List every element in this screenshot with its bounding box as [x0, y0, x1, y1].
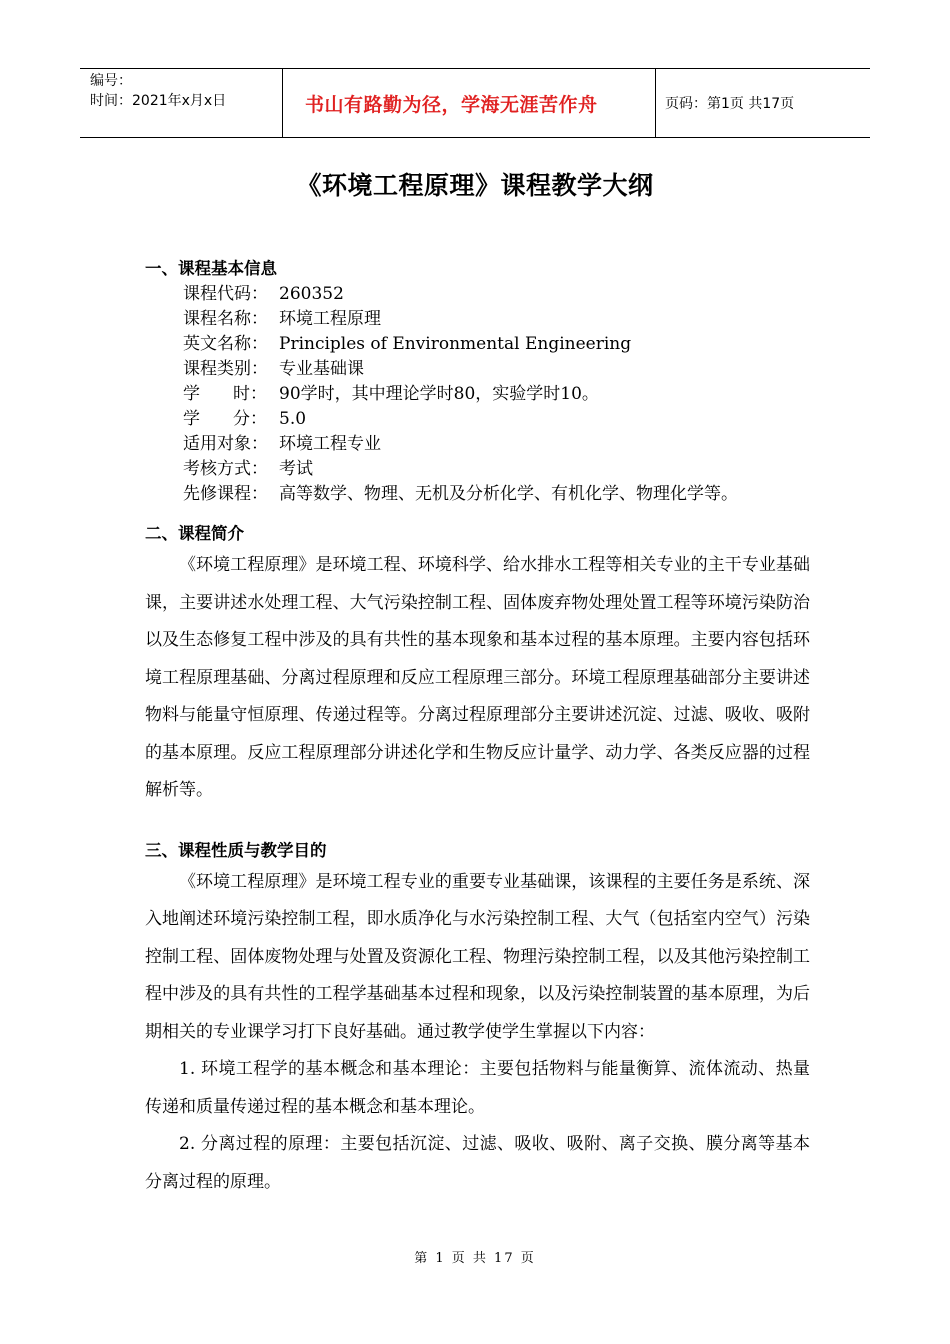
info-row — [183, 332, 810, 357]
section-heading: 一、课程基本信息 — [145, 259, 277, 278]
info-key: 学 时： — [183, 384, 267, 404]
serial-label: 编号： — [90, 73, 132, 89]
page-footer: 第 1 页 共 17 页 — [414, 1251, 536, 1266]
header-meta — [80, 69, 282, 137]
info-key: 先修课程： — [183, 484, 268, 504]
document-title: 《环境工程原理》课程教学大纲 — [296, 171, 654, 200]
info-value: 5.0 — [279, 409, 307, 429]
info-row — [183, 382, 810, 407]
info-row — [183, 432, 810, 457]
info-key: 课程名称： — [183, 309, 268, 329]
info-value: 专业基础课 — [279, 359, 364, 379]
info-key: 适用对象： — [183, 434, 268, 454]
info-key: 英文名称： — [183, 334, 268, 354]
section-heading: 二、课程简介 — [145, 524, 244, 543]
info-row — [183, 282, 810, 307]
page-label: 页码：第1页 共17页 — [665, 96, 795, 112]
info-value: 90学时，其中理论学时80，实验学时10。 — [279, 384, 599, 404]
body-paragraph: 1. 环境工程学的基本概念和基本理论：主要包括物料与能量衡算、流体流动、热量传递和质量传递过程的基本概念和基本理论。 — [145, 1059, 810, 1117]
info-value: 260352 — [279, 284, 344, 304]
info-row — [183, 482, 810, 507]
info-value: Principles of Environmental Engineering — [279, 334, 632, 354]
body-paragraph: 《环境工程原理》是环境工程、环境科学、给水排水工程等相关专业的主干专业基础课，主要讲述水处理工程、大气污染控制工程、固体废弃物处理处置工程等环境污染防治以及生态修复工程中涉及的具有共性的基本现象和基本过程的基本原理。主要内容包括环境工程原理基础、分离过程原理和反应工程原理三部分。环境工程原理基础部分主要讲述物料与能量守恒原理、传递过程等。分离过程原理部分主要讲述沉淀、过滤、吸收、吸附的基本原理。反应工程原理部分讲述化学和生物反应计量学、动力学、各类反应器的过程解析等。 — [145, 555, 810, 800]
time-label: 时间：2021年x月x日 — [90, 93, 227, 109]
info-value: 环境工程原理 — [279, 309, 381, 329]
body-paragraph: 《环境工程原理》是环境工程专业的重要专业基础课，该课程的主要任务是系统、深入地阐述环境污染控制工程，即水质净化与水污染控制工程、大气（包括室内空气）污染控制工程、固体废物处理与处置及资源化工程、物理污染控制工程，以及其他污染控制工程中涉及的具有共性的工程学基础基本过程和现象，以及污染控制装置的基本原理，为后期相关的专业课学习打下良好基础。通过教学使学生掌握以下内容： — [145, 871, 810, 1042]
header-motto-cell — [282, 69, 656, 137]
info-key: 课程类别： — [183, 359, 268, 379]
info-value: 环境工程专业 — [279, 434, 381, 454]
info-row — [183, 307, 810, 332]
document-body — [145, 256, 810, 1201]
info-value: 高等数学、物理、无机及分析化学、有机化学、物理化学等。 — [279, 484, 738, 504]
info-key: 课程代码： — [183, 284, 268, 304]
info-row — [183, 457, 810, 482]
info-key: 考核方式： — [183, 459, 268, 479]
section-heading: 三、课程性质与教学目的 — [145, 840, 327, 860]
header-page-cell — [656, 69, 870, 137]
info-row — [183, 357, 810, 382]
course-info-list — [183, 282, 810, 507]
info-row — [183, 407, 810, 432]
body-paragraph: 2. 分离过程的原理：主要包括沉淀、过滤、吸收、吸附、离子交换、膜分离等基本分离过程的原理。 — [145, 1134, 810, 1192]
motto: 书山有路勤为径，学海无涯苦作舟 — [305, 93, 598, 116]
info-value: 考试 — [279, 459, 313, 479]
info-key: 学 分： — [183, 409, 267, 429]
page-header — [80, 68, 870, 138]
